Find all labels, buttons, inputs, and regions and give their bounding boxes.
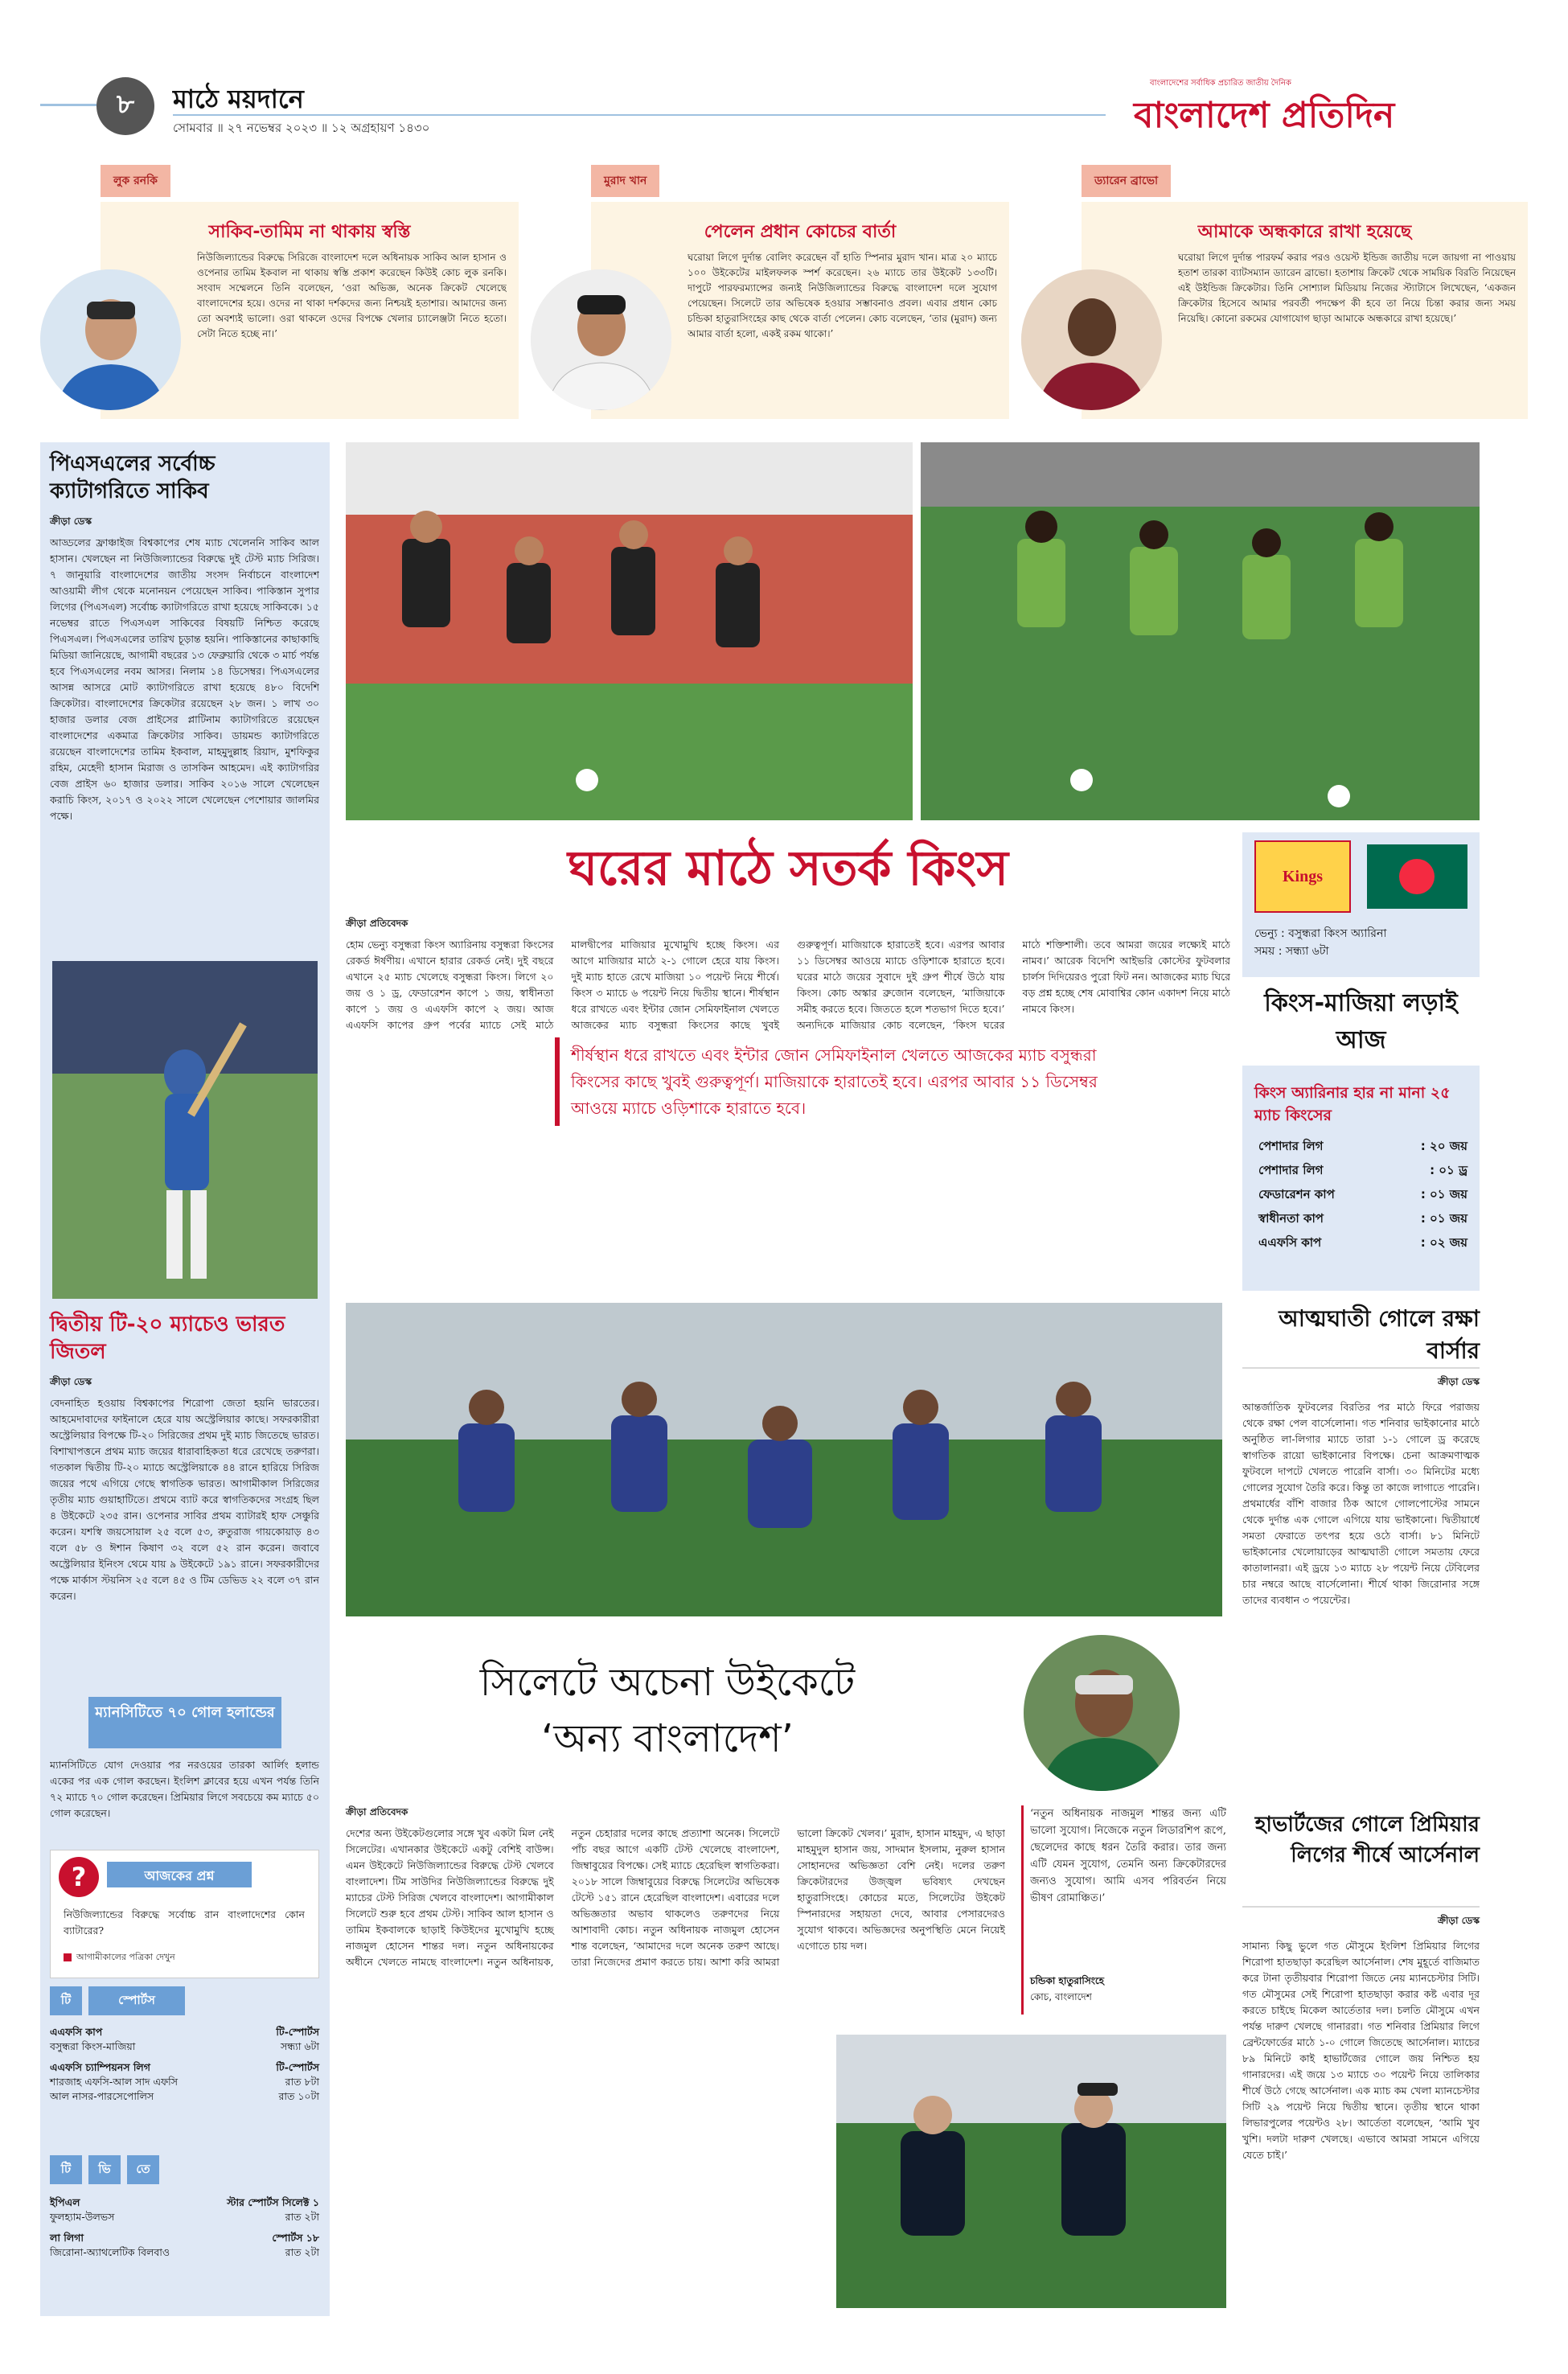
quiz-footer-marker [64,1953,72,1961]
tv-row [50,2039,319,2054]
quiz-question: নিউজিল্যান্ডের বিরুদ্ধে সর্বোচ্চ রান বাংলাদেশের কোন ব্যাটারের? [64,1908,305,1937]
tv-channel: স্টার স্পোর্টস সিলেক্ট ১ [227,2196,319,2208]
record-comp: ফেডারেশন কাপ [1258,1187,1335,1201]
sylhet-headline-2: ‘অন্য বাংলাদেশ’ [541,1716,794,1761]
cricket-practice-photo-icon [836,2035,1226,2308]
record-val: : ০১ জয় [1420,1187,1467,1201]
sylhet-byline: ক্রীড়া প্রতিবেদক [346,1806,408,1817]
card-tag: মুরাদ খান [591,165,659,197]
tv-channel: স্পোর্টস ১৮ [272,2232,319,2244]
tv-row [50,2060,319,2075]
arsenal-headline: হাভার্টজের গোলে প্রিমিয়ার লিগের শীর্ষে আর্সেনাল [1254,1813,1480,1867]
nz-practice-photo [836,2035,1226,2308]
tv-event: লা লিগা [50,2232,84,2244]
page-header [0,64,1568,153]
record-val: : ০১ জয় [1420,1211,1467,1226]
card-title: পেলেন প্রধান কোচের বার্তা [704,222,897,242]
masthead-logo: বাংলাদেশ প্রতিদিন [1134,95,1395,136]
kings-headline: ঘরের মাঠে সতর্ক কিংস [568,840,1008,897]
sylhet-body: দেশের অন্য উইকেটগুলোর সঙ্গে খুব একটা মিল নেই সিলেটের। এখানকার উইকেটে একটু বেশিই বাউন্স। এমন উইকেটে নিউজিল্যান্ডের বিরুদ্ধে টেস্ট খেলবে বাংলাদেশ। টিম সাউদির নিউজিল্যান্ডের বিরুদ্ধে দুই ম্যাচের টেস্ট সিরিজ খেলবে বাংলাদেশ। আগামীকাল সিলেটে শুরু হবে প্রথম টেস্ট। সাকিব আল হাসান ও তামিম ইকবালকে ছাড়াই কিউইদের মুখোমুখি হচ্ছে নাজমুল হোসেন শান্তর দল। নতুন অধিনায়কের অধীনে খেলতে নামছে বাংলাদেশ। নতুন অধিনায়ক, নতুন চেহারার দলের কাছে প্রত্যাশা অনেক। সিলেটে পাঁচ বছর আগে একটি টেস্ট খেলেছে বাংলাদেশ, জিম্বাবুয়ের বিপক্ষে। সেই ম্যাচে হেরেছিল স্বাগতিকরা। ২০১৮ সালে জিম্বাবুয়ের বিরুদ্ধে সিলেটের অভিষেক টেস্টে ১৫১ রানে হেরেছিল বাংলাদেশ। এবারের দলে অভিজ্ঞতার অভাব থাকলেও তরুণদের নিয়ে আশাবাদী কোচ। নতুন অধিনায়ক নাজমুল হোসেন শান্ত বলেছেন, ‘আমাদের দলে অনেক তরুণ আছে। তারা নিজেদের প্রমাণ করতে চায়। আশা করি আমরা ভালো ক্রিকেট খেলব।’ মুরাদ, হাসান মাহমুদ, এ ছাড়া মাহমুদুল হাসান জয়, সাদমান ইসলাম, নুরুল হাসান সোহানদের অভিজ্ঞতা বেশি নেই। দলের তরুণ ক্রিকেটারদের উজ্জ্বল ভবিষ্যৎ দেখছেন হাতুরাসিংহে। কোচের মতে, সিলেটের উইকেট স্পিনারদের সহায়তা দেবে, আবার পেসারদেরও সুযোগ থাকবে। অভিজ্ঞদের অনুপস্থিতি মেনে নিয়েই এগোতে চায় দল। [346,1827,1005,1968]
kings-pullquote: শীর্ষস্থান ধরে রাখতে এবং ইন্টার জোন সেমিফাইনাল খেলতে আজকের ম্যাচ বসুন্ধরা কিংসের কাছে খুবই গুরুত্বপূর্ণ। মাজিয়াকে হারাতেই হবে। এরপর আবার ১১ ডিসেম্বর আওয়ে ম্যাচে ওড়িশাকে হারাতে হবে। [571,1045,1098,1118]
record-row [1258,1206,1467,1230]
tv-schedule [50,1986,319,2300]
quiz-box [50,1850,319,1978]
person-photo-icon [531,269,671,410]
sylhet-quote-name: চন্ডিকা হাতুরাসিংহে [1030,1975,1105,1986]
card-murad [531,165,1013,422]
kings-logo [1254,840,1351,913]
tv-time: রাত ১০টা [278,2090,319,2102]
tv-match: ফুলহ্যাম-উলভস [50,2211,115,2223]
record-comp: পেশাদার লিগ [1258,1163,1324,1177]
barca-byline: ক্রীড়া ডেস্ক [1437,1376,1480,1387]
tv-channel: টি-স্পোর্টস [276,2026,319,2038]
sylhet-quote-box [1021,1805,1226,2015]
header-left-rule [40,104,96,106]
clash-title: কিংস-মাজিয়া লড়াই আজ [1264,989,1458,1054]
sylhet-quote: ‘নতুন অধিনায়ক নাজমুল শান্তর জন্য এটি ভালো সুযোগ। নিজেকে নতুন লিডারশিপ রূপে, ছেলেদের কাছে ধরন তৈরি করার। তার জন্য এটি যেমন সুযোগ, তেমনি অন্য ক্রিকেটারদের জন্যও সুযোগ। আমি এসব পরিবর্তন নিয়ে ভীষণ রোমাঞ্চিত।’ [1030,1808,1226,1904]
person-photo-icon [1021,269,1162,410]
haaland-headline: ম্যানসিটিতে ৭০ গোল হলান্ডের [95,1704,275,1721]
record-val: : ২০ জয় [1420,1139,1467,1153]
bravo-avatar [1021,269,1162,410]
card-body: নিউজিল্যান্ডের বিরুদ্ধে সিরিজে বাংলাদেশ দলে অধিনায়ক সাকিব আল হাসান ও ওপেনার তামিম ইকবাল না থাকায় স্বস্তি প্রকাশ করেছেন কিউই কোচ লুক রনকি। সংবাদ সম্মেলনে তিনি বলেছেন, ‘ওরা অভিজ্ঞ, অনেক ক্রিকেট খেলেছে বাংলাদেশের হয়ে। ওদের না থাকা দর্শকদের জন্য নিশ্চয়ই হতাশার। আমাদের জন্য তো অবশ্যই ভালো। ওরা থাকলে ওদের বিপক্ষে খেলার চ্যালেঞ্জটা নিতে হতো। সেটা নিতে হচ্ছে না।’ [197,252,507,339]
pssl-headline: পিএসএলের সর্বোচ্চ ক্যাটাগরিতে সাকিব [50,452,215,503]
ronchi-avatar [40,269,181,410]
tv-tab-vi: ভি [88,2155,121,2184]
tv-match: আল নাসর-পারসেপোলিস [50,2090,154,2102]
record-val: : ০১ ড্র [1430,1163,1467,1177]
kings-logo-text: Kings [1282,867,1324,885]
tv-time: রাত ২টা [285,2246,319,2258]
arsenal-body: সামান্য কিছু ভুলে গত মৌসুমে ইংলিশ প্রিমিয়ার লিগের শিরোপা হাতছাড়া করেছিল আর্সেনাল। শেষ মুহূর্তে বাজিমাত করে টানা তৃতীয়বার শিরোপা জিতে নেয় ম্যানচেস্টার সিটি। গত মৌসুমের সেই শিরোপা হাতছাড়া করার কষ্ট এবার দূর করতে চাইছে মিকেল আর্তেতার দল। চলতি মৌসুমে এখন পর্যন্ত দারুণ খেলছে গানাররা। গত শনিবার প্রিমিয়ার লিগে ব্রেন্টফোর্ডের মাঠে ১-০ গোলে জিতেছে আর্সেনাল। ম্যাচের ৮৯ মিনিটে কাই হাভার্টজের গোলে জয় নিশ্চিত হয় গানারদের। এই জয়ে ১৩ ম্যাচে ৩০ পয়েন্ট নিয়ে তালিকার শীর্ষে উঠে গেছে আর্সেনাল। এক ম্যাচ কম খেলা ম্যানচেস্টার সিটি ২৯ পয়েন্ট নিয়ে দ্বিতীয় স্থানে। তৃতীয় স্থানে থাকা লিভারপুলের পয়েন্টও ২৮। আর্তেতা বলেছেন, ‘আমি খুব খুশি। দলটা দারুণ খেলছে। এভাবে আমরা সামনে এগিয়ে যেতে চাই।’ [1242,1940,1480,2161]
india-headline: দ্বিতীয় টি-২০ ম্যাচেও ভারত জিতল [50,1312,285,1364]
tv-match: শারজাহ এফসি-আল সাদ এফসি [50,2076,179,2088]
tv-row [50,2195,319,2210]
tv-row [50,2025,319,2039]
tv-list-2 [50,2195,319,2260]
cricket-practice-photo [346,1303,1222,1616]
india-batsman-photo [52,961,318,1299]
quiz-footer: আগামীকালের পত্রিকা দেখুন [76,1952,175,1962]
masthead-tagline: বাংলাদেশের সর্বাধিক প্রচারিত জাতীয় দৈনিক [1150,79,1291,88]
tv-row [50,2231,319,2245]
tv-tab-te: তে [127,2155,159,2184]
tv-row [50,2245,319,2260]
tv-row [50,2210,319,2224]
pssl-body: আড্ডলের ফ্রাঞ্চাইজ বিশ্বকাপের শেষ ম্যাচ খেলেননি সাকিব আল হাসান। খেলছেন না নিউজিল্যান্ডের বিরুদ্ধে দুই টেস্ট ম্যাচ সিরিজ। ৭ জানুয়ারি বাংলাদেশের জাতীয় সংসদ নির্বাচনে বাংলাদেশ আওয়ামী লীগ থেকে মনোনয়ন পেয়েছেন সাকিব। পাকিস্তান সুপার লিগের (পিএসএল) সর্বোচ্চ ক্যাটাগরিতে রাখা হয়েছে সাকিবকে। ১৫ নভেম্বর রাতে পিএসএল সাকিবের বিষয়টি নিশ্চিত করেছে পিএসএল। পিএসএলের তারিখ চূড়ান্ত হয়নি। পাকিস্তানের কাছাকাছি মিডিয়া জানিয়েছে, আগামী বছরের ১৩ ফেব্রুয়ারি থেকে ৩ মার্চ পর্যন্ত হবে পিএসএলের নবম আসর। নিলাম ১৪ ডিসেম্বর। পিএসএলের আসন্ন আসরে মোট ক্যাটাগরিতে রাখা হয়েছে ৪৮০ বিদেশি ক্রিকেটার। বাংলাদেশের ক্রিকেটার রয়েছেন ২৮ জন। ১ লাখ ৩০ হাজার ডলার বেজ প্রাইসের প্লাটিনাম ক্যাটাগরিতে রয়েছেন বাংলাদেশের একমাত্র ক্রিকেটার সাকিব। ডায়মন্ড ক্যাটাগরিতে রয়েছেন বাংলাদেশের তামিম ইকবাল, মাহমুদুল্লাহ রিয়াদ, মুশফিকুর রহিম, মেহেদী হাসান মিরাজ ও তাসকিন আহমেদ। এই ক্যাটাগরির বেজ প্রাইস ৬০ হাজার ডলার। সাকিব ২০১৬ সালে খেলেছেন করাচি কিংস, ২০১৭ ও ২০২২ সালে খেলেছেন পেশোয়ার জালমির পক্ষে। [50,536,319,822]
quiz-label: আজকের প্রশ্ন [144,1868,215,1883]
tv-event: ইপিএল [50,2196,80,2208]
record-row [1258,1230,1467,1255]
kings-training-photo-1 [346,442,913,820]
tv-time: সন্ধ্যা ৬টা [281,2040,319,2052]
tv-match: জিরোনা-অ্যাথলেটিক বিলবাও [50,2246,170,2258]
sylhet-quote-role: কোচ, বাংলাদেশ [1030,1991,1092,2002]
tv-row [50,2089,319,2104]
time-label: সময় : সন্ধ্যা ৬টা [1254,945,1329,958]
barca-body: আন্তর্জাতিক ফুটবলের বিরতির পর মাঠে ফিরে পরাজয় থেকে রক্ষা পেল বার্সেলোনা। গত শনিবার ভাইকানোর মাঠে অনুষ্ঠিত লা-লিগার ম্যাচে তারা ১-১ গোলে ড্র করেছে স্বাগতিক রায়ো ভাইকানোর বিপক্ষে। চেনা আক্রমণাত্মক ফুটবলে দাপটে খেলতে পারেনি বার্সা। ৩০ মিনিটের মধ্যে গোলের সুযোগ তৈরি করে। কিন্তু তা কাজে লাগাতে পারেনি। প্রথমার্ধের বাঁশি বাজার ঠিক আগে গোলপোস্টের সামনে থেকে দুর্দান্ত এক গোলে এগিয়ে যায় ভাইকানো। দ্বিতীয়ার্ধে সমতা ফেরাতে তৎপর হয়ে ওঠে বার্সা। ৮১ মিনিটে ভাইকানোর খেলোয়াড়ের আত্মঘাতী গোলে সমতায় ফেরে কাতালানরা। এই ড্রয়ে ১৩ ম্যাচে ২৮ পয়েন্ট নিয়ে টেবিলের চার নম্বরে আছে বার্সেলোনা। শীর্ষে থাকা জিরোনার সঙ্গে তাদের ব্যবধান ৩ পয়েন্টের। [1242,1401,1480,1606]
page-number: ৮ [96,77,154,135]
cricket-photo-icon [52,961,318,1299]
tv-match: বসুন্ধরা কিংস-মাজিয়া [50,2040,136,2052]
haaland-body: ম্যানসিটিতে যোগ দেওয়ার পর নরওয়ের তারকা আর্লিং হলান্ড একের পর এক গোল করছেন। ইংলিশ ক্লাবের হয়ে এখন পর্যন্ত তিনি ৭২ ম্যাচে ৭০ গোল করেছেন। প্রিমিয়ার লিগে সবচেয়ে কম ম্যাচে ৫০ গোল করেছেন। [50,1759,319,1819]
tv-time: রাত ৮টা [285,2076,319,2088]
record-row [1258,1182,1467,1206]
tv-channel: টি-স্পোর্টস [276,2061,319,2073]
tv-list-1 [50,2025,319,2104]
india-byline: ক্রীড়া ডেস্ক [50,1376,92,1387]
tv-tab-ti: টি [50,2155,82,2184]
header-mid-rule [173,114,1106,116]
kings-byline: ক্রীড়া প্রতিবেদক [346,918,408,929]
card-bravo [1021,165,1528,422]
football-training-photo-icon [921,442,1480,820]
section-title: মাঠে ময়দানে [173,84,304,114]
record-val: : ০২ জয় [1420,1235,1467,1250]
top-cards-row [0,165,1568,430]
question-mark-icon: ? [59,1857,99,1897]
tv-row [50,2075,319,2089]
record-comp: এএফসি কাপ [1258,1235,1322,1250]
hathurusinghe-avatar [1021,1633,1182,1793]
barca-rule [1242,1367,1480,1369]
kings-body: হোম ভেন্যু বসুন্ধরা কিংস অ্যারিনায় বসুন্ধরা কিংসের রেকর্ড ঈর্ষণীয়। এখানে হারার রেকর্ড নেই। দুই বছরে এখানে ২৫ ম্যাচ খেলেছে বসুন্ধরা কিংস। লিগে ২০ জয় ও ১ ড্র, ফেডারেশন কাপে ১ জয়, স্বাধীনতা কাপে ১ জয় ও এএফসি কাপে ২ জয়। আজ এএফসি কাপের গ্রুপ পর্বের ম্যাচে সেই মাঠে মালদ্বীপের মাজিয়ার মুখোমুখি হচ্ছে কিংস। এর আগে মাজিয়ার মাঠে ২-১ গোলে হেরে যায় কিংস। দুই ম্যাচ হাতে রেখে মাজিয়া ১০ পয়েন্ট নিয়ে শীর্ষে। কিংস ৩ ম্যাচে ৬ পয়েন্ট নিয়ে দ্বিতীয় স্থানে। শীর্ষস্থান ধরে রাখতে এবং ইন্টার জোন সেমিফাইনাল খেলতে আজকের ম্যাচ বসুন্ধরা কিংসের কাছে খুবই গুরুত্বপূর্ণ। মাজিয়াকে হারাতেই হবে। এরপর আবার ১১ ডিসেম্বর আওয়ে ম্যাচে ওড়িশাকে হারাতে হবে। ঘরের মাঠে জয়ের সুবাদে দুই গ্রুপ শীর্ষে উঠে যায় কিংস। কোচ অস্কার ব্রুজোন বলেছেন, ‘মাজিয়াকে সমীহ করতে হবে। জিততে হলে শতভাগ দিতে হবে।’ অন্যদিকে মাজিয়ার কোচ বলেছেন, ‘কিংস ঘরের মাঠে শক্তিশালী। তবে আমরা জয়ের লক্ষ্যেই মাঠে নামব।’ আরেক বিদেশি আইভরি কোস্টের ফুটবলার চার্লস দিদিয়েরও পুরো ফিট নন। আজকের ম্যাচ ঘিরে বড় প্রশ্ন হচ্ছে শেষ মোবাশ্বির কোন একাদশ নিয়ে মাঠে নামবে কিংস। [346,939,1230,1031]
card-title: সাকিব-তামিম না থাকায় স্বস্তি [208,222,411,242]
sports-tab: স্পোর্টস [88,1986,185,2015]
football-training-photo-icon [346,442,913,820]
venue-label: ভেন্যু : বসুন্ধরা কিংস অ্যারিনা [1254,927,1387,940]
murad-avatar [531,269,671,410]
record-comp: স্বাধীনতা কাপ [1258,1211,1324,1226]
barca-headline: আত্মঘাতী গোলে রক্ষা বার্সার [1279,1305,1480,1364]
bangladesh-flag-icon [1367,844,1467,909]
record-row [1258,1158,1467,1182]
card-body: ঘরোয়া লিগে দুর্দান্ত বোলিং করেছেন বাঁ হাতি স্পিনার মুরাদ খান। মাত্র ২০ ম্যাচে ১০০ উইকেটের মাইলফলক স্পর্শ করেছেন। ২৬ ম্যাচে তার উইকেট ১৩৩টি। দাপুটে পারফরম্যান্সের জন্যই নিউজিল্যান্ডের বিরুদ্ধে বাংলাদেশ দলে সুযোগ পেয়েছেন। সিলেটে তার অভিষেক হওয়ার সম্ভাবনাও প্রবল। এবার প্রধান কোচ চন্ডিকা হাতুরাসিংহের কাছ থেকে বার্তা পেলেন। কোচ বলেছেন, ‘তার (মুরাদ) জন্য আমার বার্তা হলো, একই রকম থাকো।’ [688,252,997,339]
sylhet-headline-1: সিলেটে অচেনা উইকেটে [479,1660,856,1705]
arsenal-rule [1242,1906,1480,1908]
person-photo-icon [40,269,181,410]
card-title: আমাকে অন্ধকারে রাখা হয়েছে [1197,222,1412,242]
person-photo-icon [1024,1635,1182,1793]
india-body: বেদনাহিত হওয়ায় বিশ্বকাপের শিরোপা জেতা হয়নি ভারতের। আহমেদাবাদের ফাইনালে হেরে যায় অস্ট্রেলিয়ার কাছে। সফরকারীরা অস্ট্রেলিয়ার বিপক্ষে টি-২০ সিরিজের প্রথম দুই ম্যাচ জিতেছে ভারত। বিশাখাপত্তনে প্রথম ম্যাচ জয়ের ধারাবাহিকতা ধরে রেখেছে তরুণরা। গতকাল দ্বিতীয় টি-২০ ম্যাচে অস্ট্রেলিয়াকে ৪৪ রানে হারিয়ে সিরিজ জয়ের পথে এগিয়ে গেছে স্বাগতিক ভারত। আগামীকাল সিরিজের তৃতীয় ম্যাচ গুয়াহাটিতে। প্রথমে ব্যাট করে স্বাগতিকদের সংগ্রহ ছিল ৪ উইকেটে ২৩৫ রান। ওপেনার সাবির প্রথম ব্যাটারই হাফ সেঞ্চুরি করেন। যশস্বি জয়সোয়াল ২৫ বলে ৫৩, রুতুরাজ গায়কোয়াড় ৪৩ বলে ৫৮ ও ঈশান কিষাণ ৩২ বলে ৫২ রান করেন। জবাবে অস্ট্রেলিয়ার ইনিংস থেমে যায় ৯ উইকেটে ১৯১ রানে। সফরকারীদের পক্ষে মার্কাস স্টয়নিস ২৫ বলে ৪৫ ও টিম ডেভিড ২২ বলে ৩৭ রান করেন। [50,1397,319,1602]
record-title: কিংস অ্যারিনার হার না মানা ২৫ ম্যাচ কিংসের [1254,1084,1451,1124]
tv-tab: টি [50,1986,82,2015]
card-body: ঘরোয়া লিগে দুর্দান্ত পারফর্ম করার পরও ওয়েস্ট ইন্ডিজ জাতীয় দলে জায়গা না পাওয়ায় হতাশ তারকা ব্যাটসম্যান ড্যারেন ব্রাভো। হতাশায় ক্রিকেট থেকে সাময়িক বিরতি নিয়েছেন এই উইন্ডিজ ক্রিকেটার। তিনি সোশ্যাল মিডিয়ায় নিজের স্ট্যাটাসে লিখেছেন, ‘একজন ক্রিকেটার হিসেবে আমার পরবর্তী পদক্ষেপ কী হবে তা নিয়ে চিন্তা করার জন্য সময় নিয়েছি। কোনো রকমের যোগাযোগ ছাড়া আমাকে অন্ধকারে রাখা হয়েছে।’ [1178,252,1516,324]
arsenal-byline: ক্রীড়া ডেস্ক [1437,1915,1480,1926]
tv-time: রাত ২টা [285,2211,319,2223]
tv-event: এএফসি কাপ [50,2026,103,2038]
cricket-practice-photo-icon [346,1303,1222,1616]
tv-event: এএফসি চ্যাম্পিয়নস লিগ [50,2061,150,2073]
card-ronchi [40,165,523,422]
record-list [1258,1134,1467,1255]
card-tag: লুক রনকি [101,165,170,197]
card-tag: ড্যারেন ব্রাভো [1082,165,1171,197]
record-comp: পেশাদার লিগ [1258,1139,1324,1153]
kings-training-photo-2 [921,442,1480,820]
pssl-byline: ক্রীড়া ডেস্ক [50,515,92,527]
record-row [1258,1134,1467,1158]
date-line: সোমবার ॥ ২৭ নভেম্বর ২০২৩ ॥ ১২ অগ্রহায়ণ ১৪৩০ [173,121,430,135]
